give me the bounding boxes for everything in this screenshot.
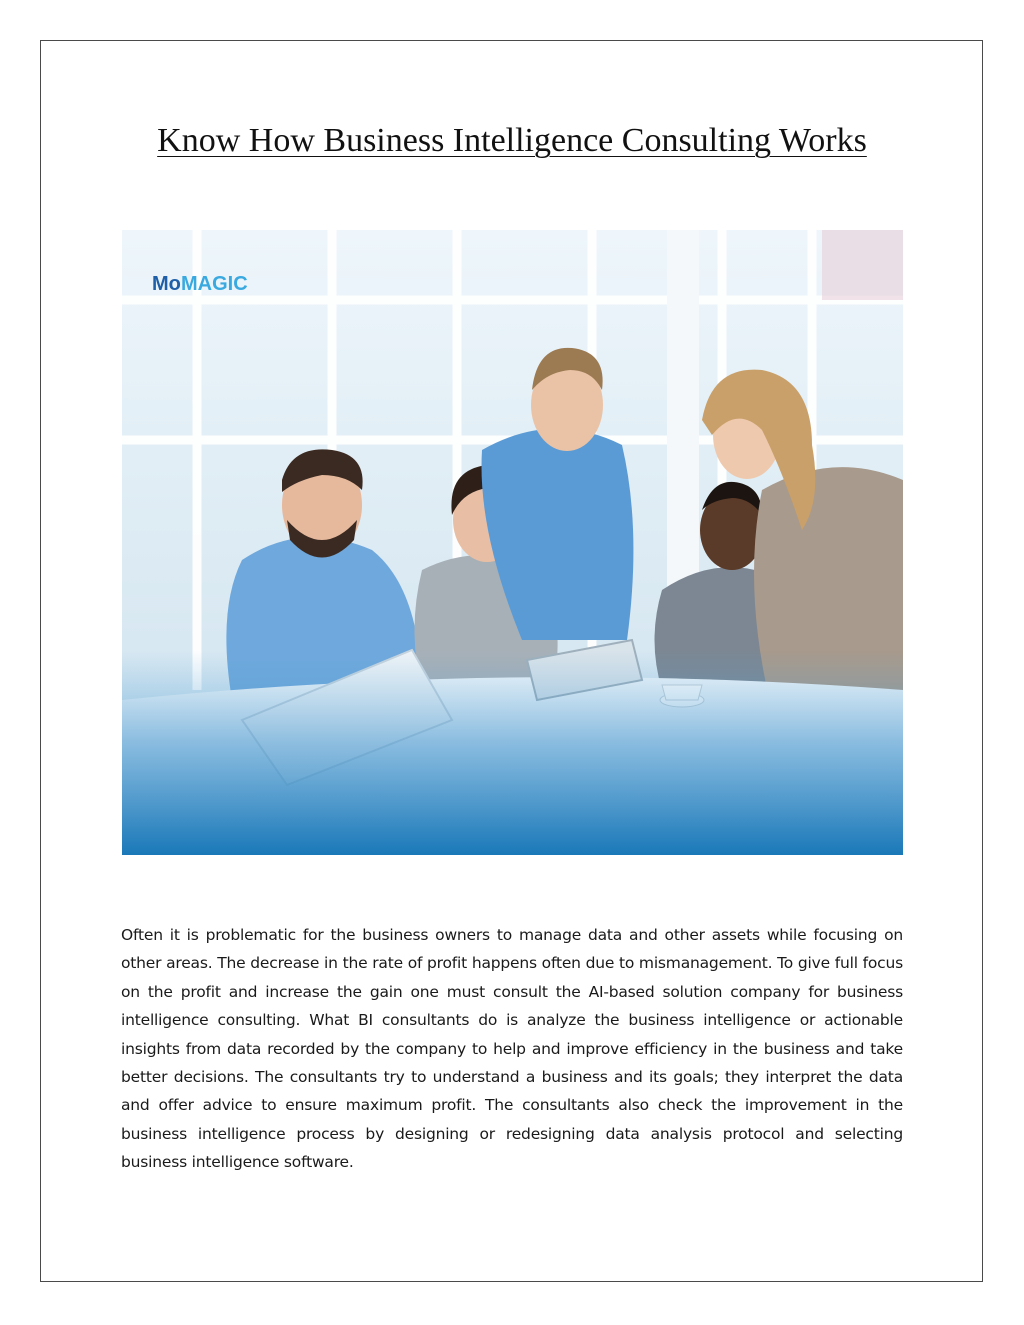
header-photo: [122, 230, 903, 855]
document-title: [0, 122, 1024, 160]
bottom-blue-fade: [122, 650, 903, 855]
window-pink-tint: [822, 230, 903, 300]
body-paragraph: Often it is problematic for the business owners to manage data and other assets while focusing on other areas. The decrease in the rate of profit happens often due to mismanagement. To give full focus on the profit and increase the gain one must consult the AI-based solution company for business intelligence consulting. What BI consultants do is analyze the business intelligence or actionable insights from data recorded by the company to help and improve efficiency in the business and take better decisions. The consultants try to understand a business and its goals; they interpret the data and offer advice to ensure maximum profit. The consultants also check the improvement in the business intelligence process by designing or redesigning data analysis protocol and selecting business intelligence software.: [121, 926, 903, 1172]
document-title-text: Know How Business Intelligence Consulting Works: [157, 122, 867, 159]
logo-magic: MAGIC: [181, 273, 248, 295]
logo-mo: Mo: [152, 273, 181, 295]
business-meeting-illustration: [122, 230, 903, 855]
